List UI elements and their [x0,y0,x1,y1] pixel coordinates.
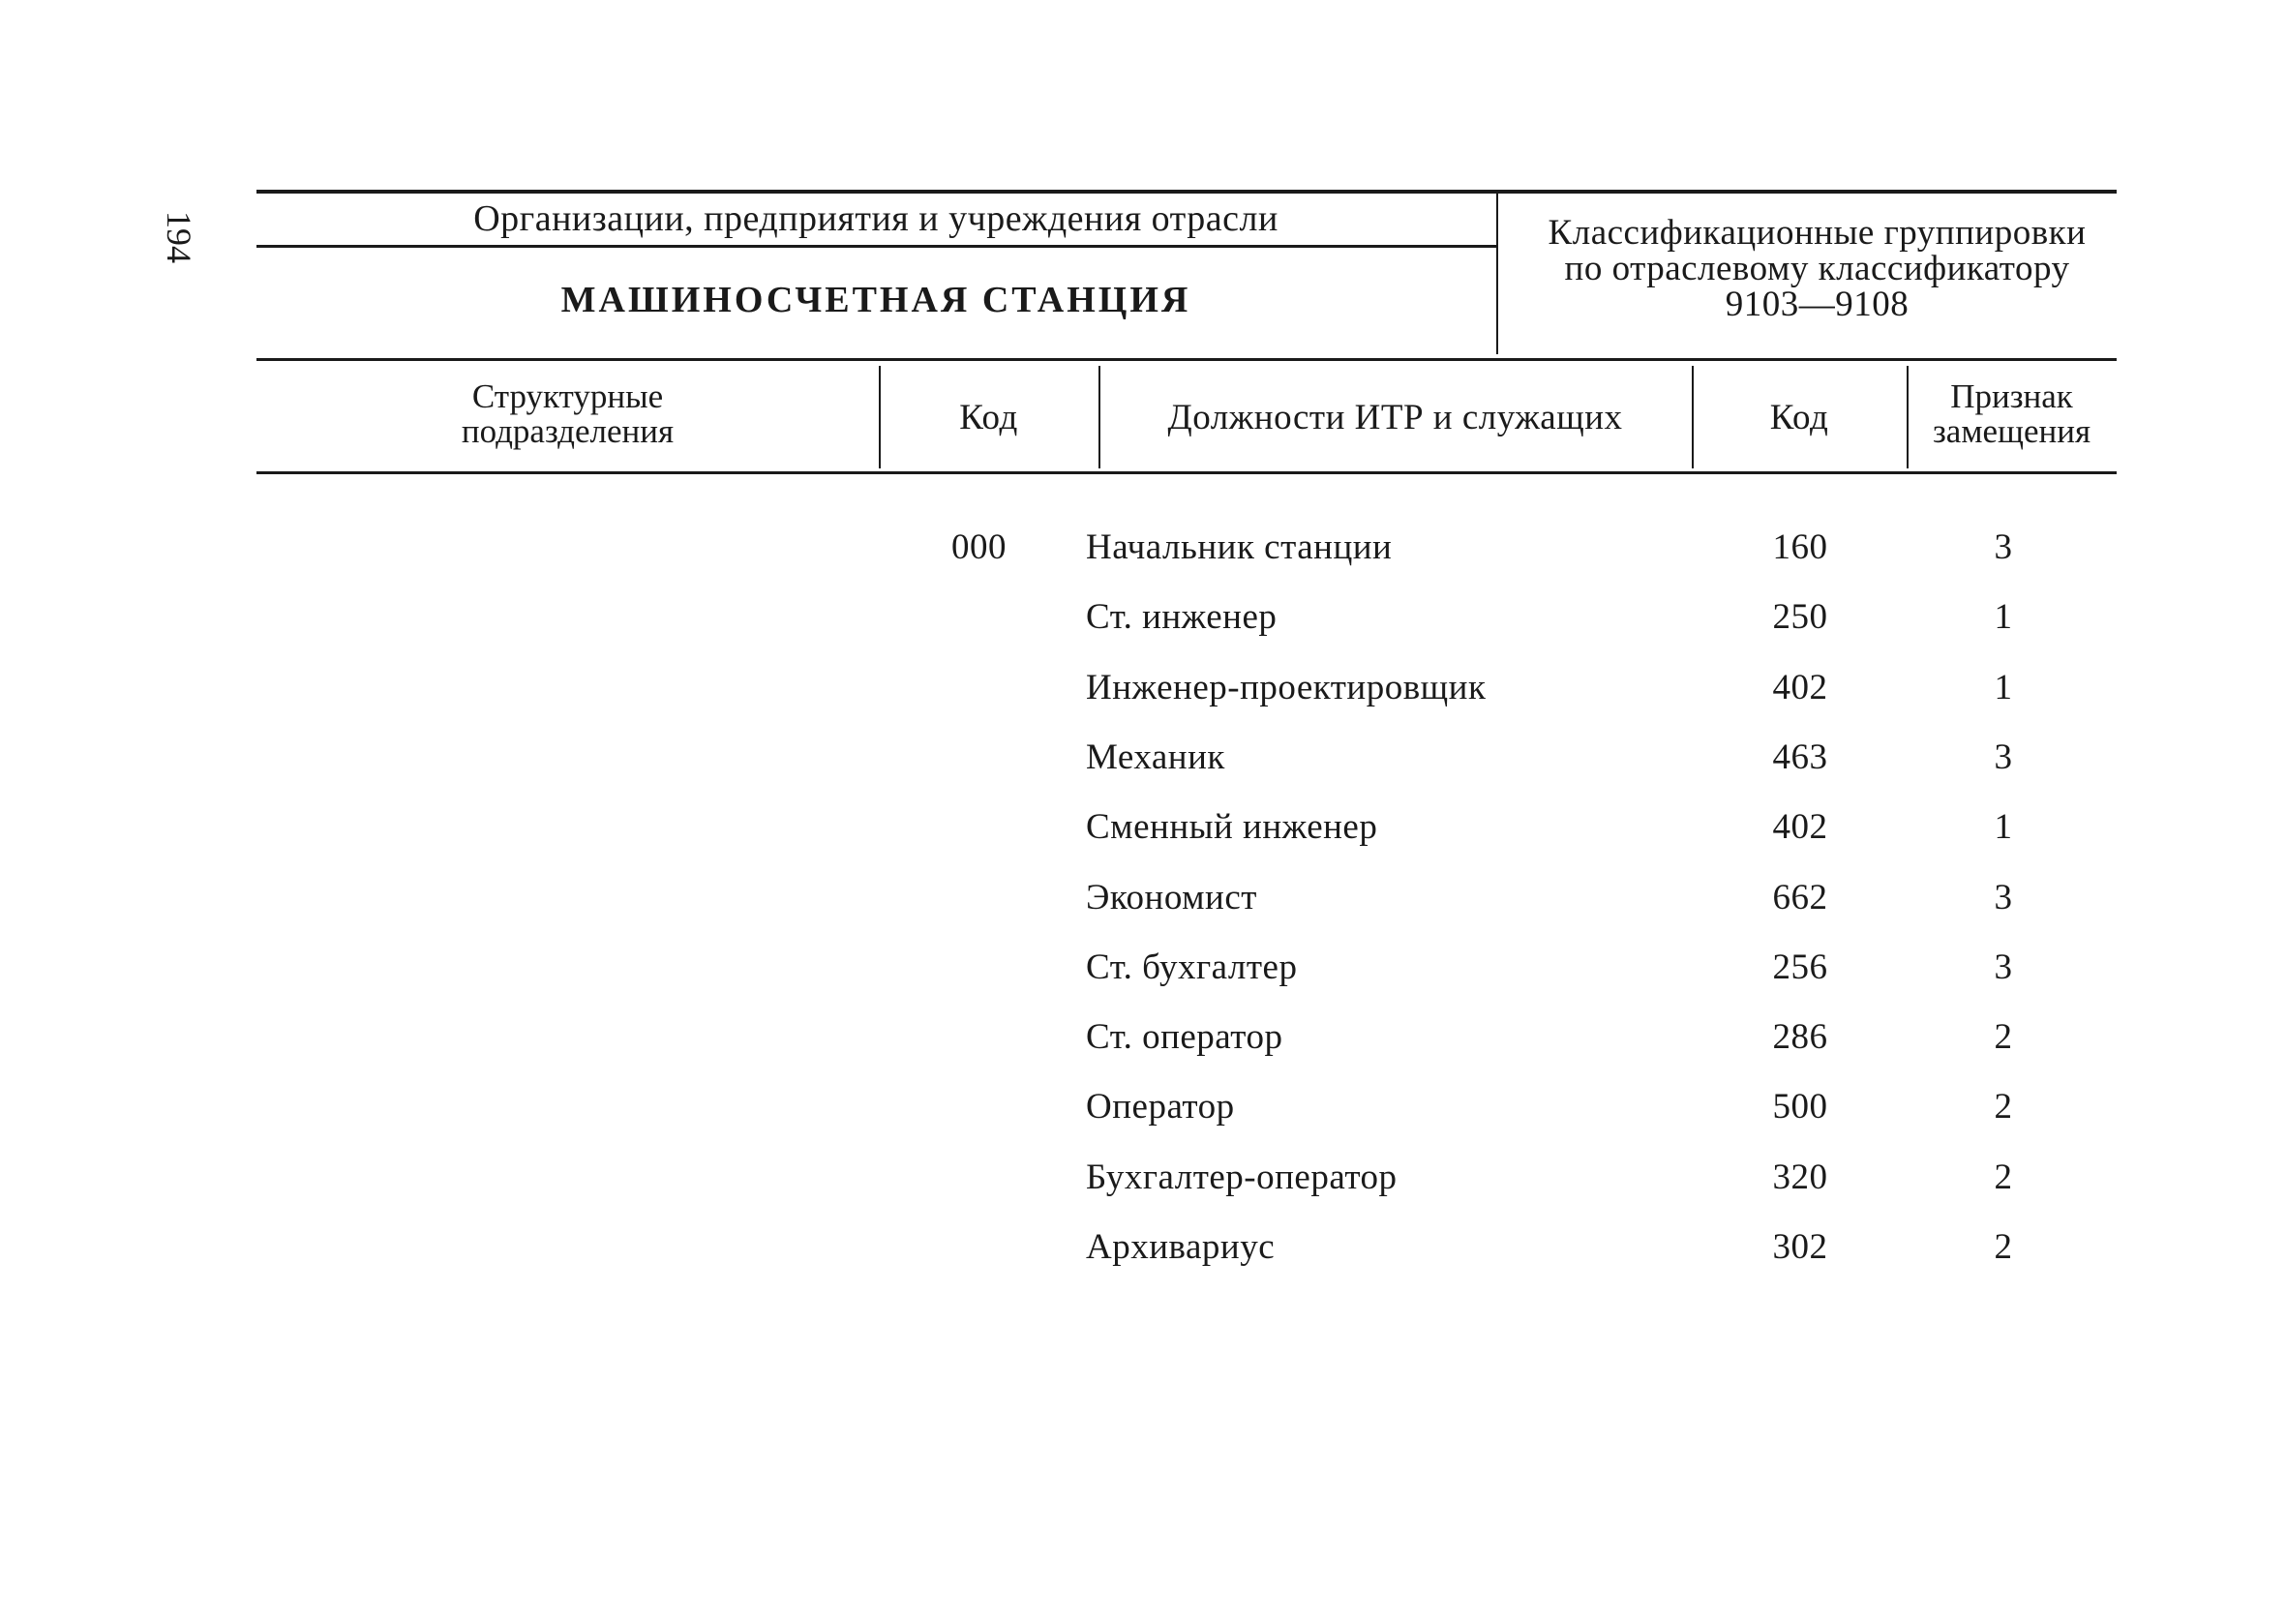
position-code: 402 [1772,668,1828,707]
position-code: 286 [1772,1017,1828,1057]
page-number: 194 [160,211,198,263]
replacement-sign: 1 [1994,597,2013,637]
column-header-division-code: Код [959,398,1018,437]
position-name: Архивариус [1086,1227,1276,1267]
replacement-sign: 1 [1994,807,2013,847]
replacement-sign: 2 [1994,1158,2013,1197]
header-bottom-rule [256,358,2117,361]
position-code: 302 [1772,1227,1828,1267]
position-name: Ст. инженер [1086,597,1278,637]
column-header-positions: Должности ИТР и служащих [1167,398,1623,437]
replacement-sign: 2 [1994,1087,2013,1127]
column-header-divisions [256,379,879,449]
org-title: Организации, предприятия и учреждения отрасли [473,198,1278,239]
replacement-sign: 3 [1994,527,2013,567]
position-name: Экономист [1086,878,1257,917]
position-code: 320 [1772,1158,1828,1197]
classification-line-3: 9103—9108 [1725,285,1910,324]
header-divider [1496,192,1498,354]
classification-line-2: по отраслевому классификатору [1564,249,2070,288]
replacement-sign: 2 [1994,1017,2013,1057]
column-header-replacement-line-2: замещения [1932,412,2091,450]
position-code: 160 [1772,527,1828,567]
position-name: Начальник станции [1086,527,1393,567]
replacement-sign: 3 [1994,878,2013,917]
position-code: 662 [1772,878,1828,917]
column-header-bottom-rule [256,471,2117,474]
position-name: Сменный инженер [1086,807,1378,847]
position-name: Ст. оператор [1086,1017,1283,1057]
replacement-sign: 3 [1994,947,2013,987]
column-header-divisions-line-2: подразделения [461,412,675,450]
classification-block [1515,215,2120,322]
position-code: 500 [1772,1087,1828,1127]
position-name: Бухгалтер-оператор [1086,1158,1398,1197]
replacement-sign: 3 [1994,737,2013,777]
column-header-position-code: Код [1769,398,1829,437]
position-code: 463 [1772,737,1828,777]
division-code: 000 [951,527,1007,567]
position-code: 250 [1772,597,1828,637]
column-header-replacement-line-1: Признак [1950,377,2073,415]
position-name: Механик [1086,737,1225,777]
position-code: 256 [1772,947,1828,987]
position-name: Ст. бухгалтер [1086,947,1298,987]
replacement-sign: 2 [1994,1227,2013,1267]
station-title: МАШИНОСЧЕТНАЯ СТАНЦИЯ [560,280,1191,320]
column-header-replacement [1907,379,2117,449]
position-name: Инженер-проектировщик [1086,668,1487,707]
position-name: Оператор [1086,1087,1235,1127]
column-header-divisions-line-1: Структурные [471,377,664,415]
position-code: 402 [1772,807,1828,847]
top-rule [256,190,2117,194]
org-title-underline [256,245,1497,248]
classification-line-1: Классификационные группировки [1548,213,2087,253]
replacement-sign: 1 [1994,668,2013,707]
